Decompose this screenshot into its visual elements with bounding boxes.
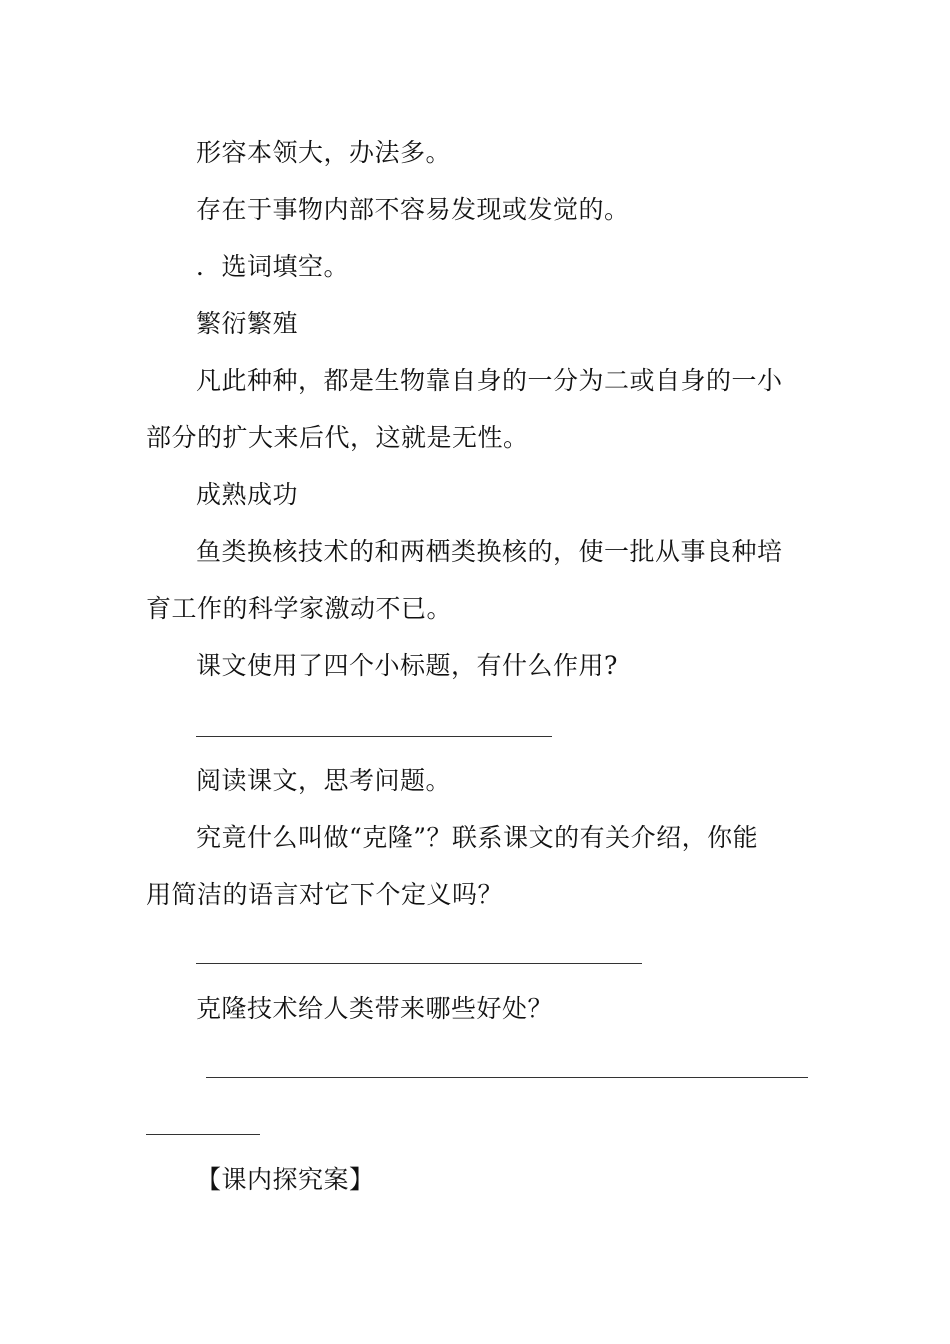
question-definition-line-2: 用简洁的语言对它下个定义吗？ [146,880,504,909]
section-heading-reading: 阅读课文，思考问题。 [196,766,452,795]
sentence-1-line-1: 凡此种种，都是生物靠自身的一分为二或自身的一小 [196,366,783,395]
answer-blank-1[interactable] [196,736,552,737]
sentence-2-line-2: 育工作的科学家激动不已。 [146,594,453,623]
section-heading-in-class: 【课内探究案】 [196,1165,375,1194]
definition-line-2: 存在于事物内部不容易发现或发觉的。 [196,195,630,224]
question-definition-line-1: 究竟什么叫做“克隆”？联系课文的有关介绍，你能 [196,823,759,852]
question-benefits: 克隆技术给人类带来哪些好处？ [196,994,554,1023]
sentence-1-line-2: 部分的扩大来后代，这就是无性。 [146,423,529,452]
word-choice-1: 繁衍繁殖 [196,309,299,338]
sentence-2-line-1: 鱼类换核技术的和两栖类换核的，使一批从事良种培 [196,537,783,566]
question-subtitles: 课文使用了四个小标题，有什么作用? [196,651,618,680]
definition-line-1: 形容本领大，办法多。 [196,138,452,167]
section-heading-fill-in: ．选词填空。 [196,252,350,281]
answer-blank-3[interactable] [206,1077,808,1078]
answer-blank-3-continued[interactable] [146,1134,260,1135]
word-choice-2: 成熟成功 [196,480,299,509]
answer-blank-2[interactable] [196,963,642,964]
